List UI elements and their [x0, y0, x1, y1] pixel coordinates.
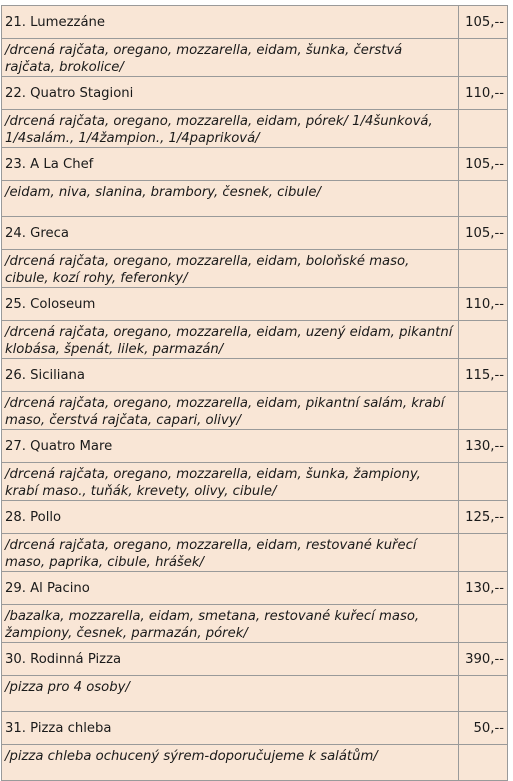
pizza-name: 28. Pollo [2, 501, 459, 534]
pizza-menu-body [2, 6, 508, 781]
pizza-price: 105,-- [459, 148, 508, 181]
menu-item-description-row [2, 181, 508, 217]
empty-cell [459, 534, 508, 572]
pizza-name: 24. Greca [2, 217, 459, 250]
menu-item-description-row [2, 676, 508, 712]
menu-item-description-row [2, 39, 508, 77]
menu-item-row [2, 359, 508, 392]
menu-item-description-row [2, 745, 508, 781]
pizza-price: 130,-- [459, 572, 508, 605]
empty-cell [459, 250, 508, 288]
menu-item-row [2, 6, 508, 39]
menu-item-description-row [2, 250, 508, 288]
pizza-ingredients: /drcená rajčata, oregano, mozzarella, eidam, šunka, žampiony, krabí maso., tuňák, krevety, olivy, cibule/ [2, 463, 459, 501]
menu-item-row [2, 217, 508, 250]
pizza-ingredients: /drcená rajčata, oregano, mozzarella, eidam, restované kuřecí maso, paprika, cibule, hrášek/ [2, 534, 459, 572]
pizza-price: 105,-- [459, 217, 508, 250]
pizza-ingredients: /pizza pro 4 osoby/ [2, 676, 459, 712]
pizza-ingredients: /drcená rajčata, oregano, mozzarella, eidam, uzený eidam, pikantní klobása, špenát, lilek, parmazán/ [2, 321, 459, 359]
menu-item-row [2, 643, 508, 676]
menu-item-description-row [2, 463, 508, 501]
menu-item-description-row [2, 605, 508, 643]
pizza-ingredients: /bazalka, mozzarella, eidam, smetana, restované kuřecí maso, žampiony, česnek, parmazán, pórek/ [2, 605, 459, 643]
pizza-price: 50,-- [459, 712, 508, 745]
empty-cell [459, 745, 508, 781]
pizza-name: 27. Quatro Mare [2, 430, 459, 463]
menu-item-description-row [2, 392, 508, 430]
menu-item-description-row [2, 534, 508, 572]
menu-item-row [2, 148, 508, 181]
pizza-price: 105,-- [459, 6, 508, 39]
empty-cell [459, 463, 508, 501]
empty-cell [459, 605, 508, 643]
pizza-price: 390,-- [459, 643, 508, 676]
pizza-name: 22. Quatro Stagioni [2, 77, 459, 110]
pizza-name: 26. Siciliana [2, 359, 459, 392]
empty-cell [459, 110, 508, 148]
pizza-ingredients: /drcená rajčata, oregano, mozzarella, eidam, pórek/ 1/4šunková, 1/4salám., 1/4žampion., 1/4papriková/ [2, 110, 459, 148]
pizza-ingredients: /pizza chleba ochucený sýrem-doporučujeme k salátům/ [2, 745, 459, 781]
empty-cell [459, 181, 508, 217]
pizza-name: 23. A La Chef [2, 148, 459, 181]
pizza-price: 130,-- [459, 430, 508, 463]
pizza-ingredients: /drcená rajčata, oregano, mozzarella, eidam, boloňské maso, cibule, kozí rohy, feferonky/ [2, 250, 459, 288]
pizza-ingredients: /drcená rajčata, oregano, mozzarella, eidam, šunka, čerstvá rajčata, brokolice/ [2, 39, 459, 77]
pizza-price: 125,-- [459, 501, 508, 534]
menu-item-row [2, 430, 508, 463]
pizza-menu-table [1, 5, 508, 781]
menu-item-description-row [2, 321, 508, 359]
pizza-price: 115,-- [459, 359, 508, 392]
menu-item-row [2, 572, 508, 605]
pizza-name: 31. Pizza chleba [2, 712, 459, 745]
empty-cell [459, 321, 508, 359]
pizza-name: 29. Al Pacino [2, 572, 459, 605]
menu-item-row [2, 288, 508, 321]
pizza-name: 30. Rodinná Pizza [2, 643, 459, 676]
pizza-ingredients: /drcená rajčata, oregano, mozzarella, eidam, pikantní salám, krabí maso, čerstvá rajčata, capari, olivy/ [2, 392, 459, 430]
empty-cell [459, 39, 508, 77]
menu-item-row [2, 712, 508, 745]
pizza-price: 110,-- [459, 288, 508, 321]
empty-cell [459, 676, 508, 712]
empty-cell [459, 392, 508, 430]
pizza-ingredients: /eidam, niva, slanina, brambory, česnek, cibule/ [2, 181, 459, 217]
menu-item-row [2, 77, 508, 110]
pizza-name: 25. Coloseum [2, 288, 459, 321]
menu-item-row [2, 501, 508, 534]
pizza-price: 110,-- [459, 77, 508, 110]
pizza-name: 21. Lumezzáne [2, 6, 459, 39]
menu-item-description-row [2, 110, 508, 148]
